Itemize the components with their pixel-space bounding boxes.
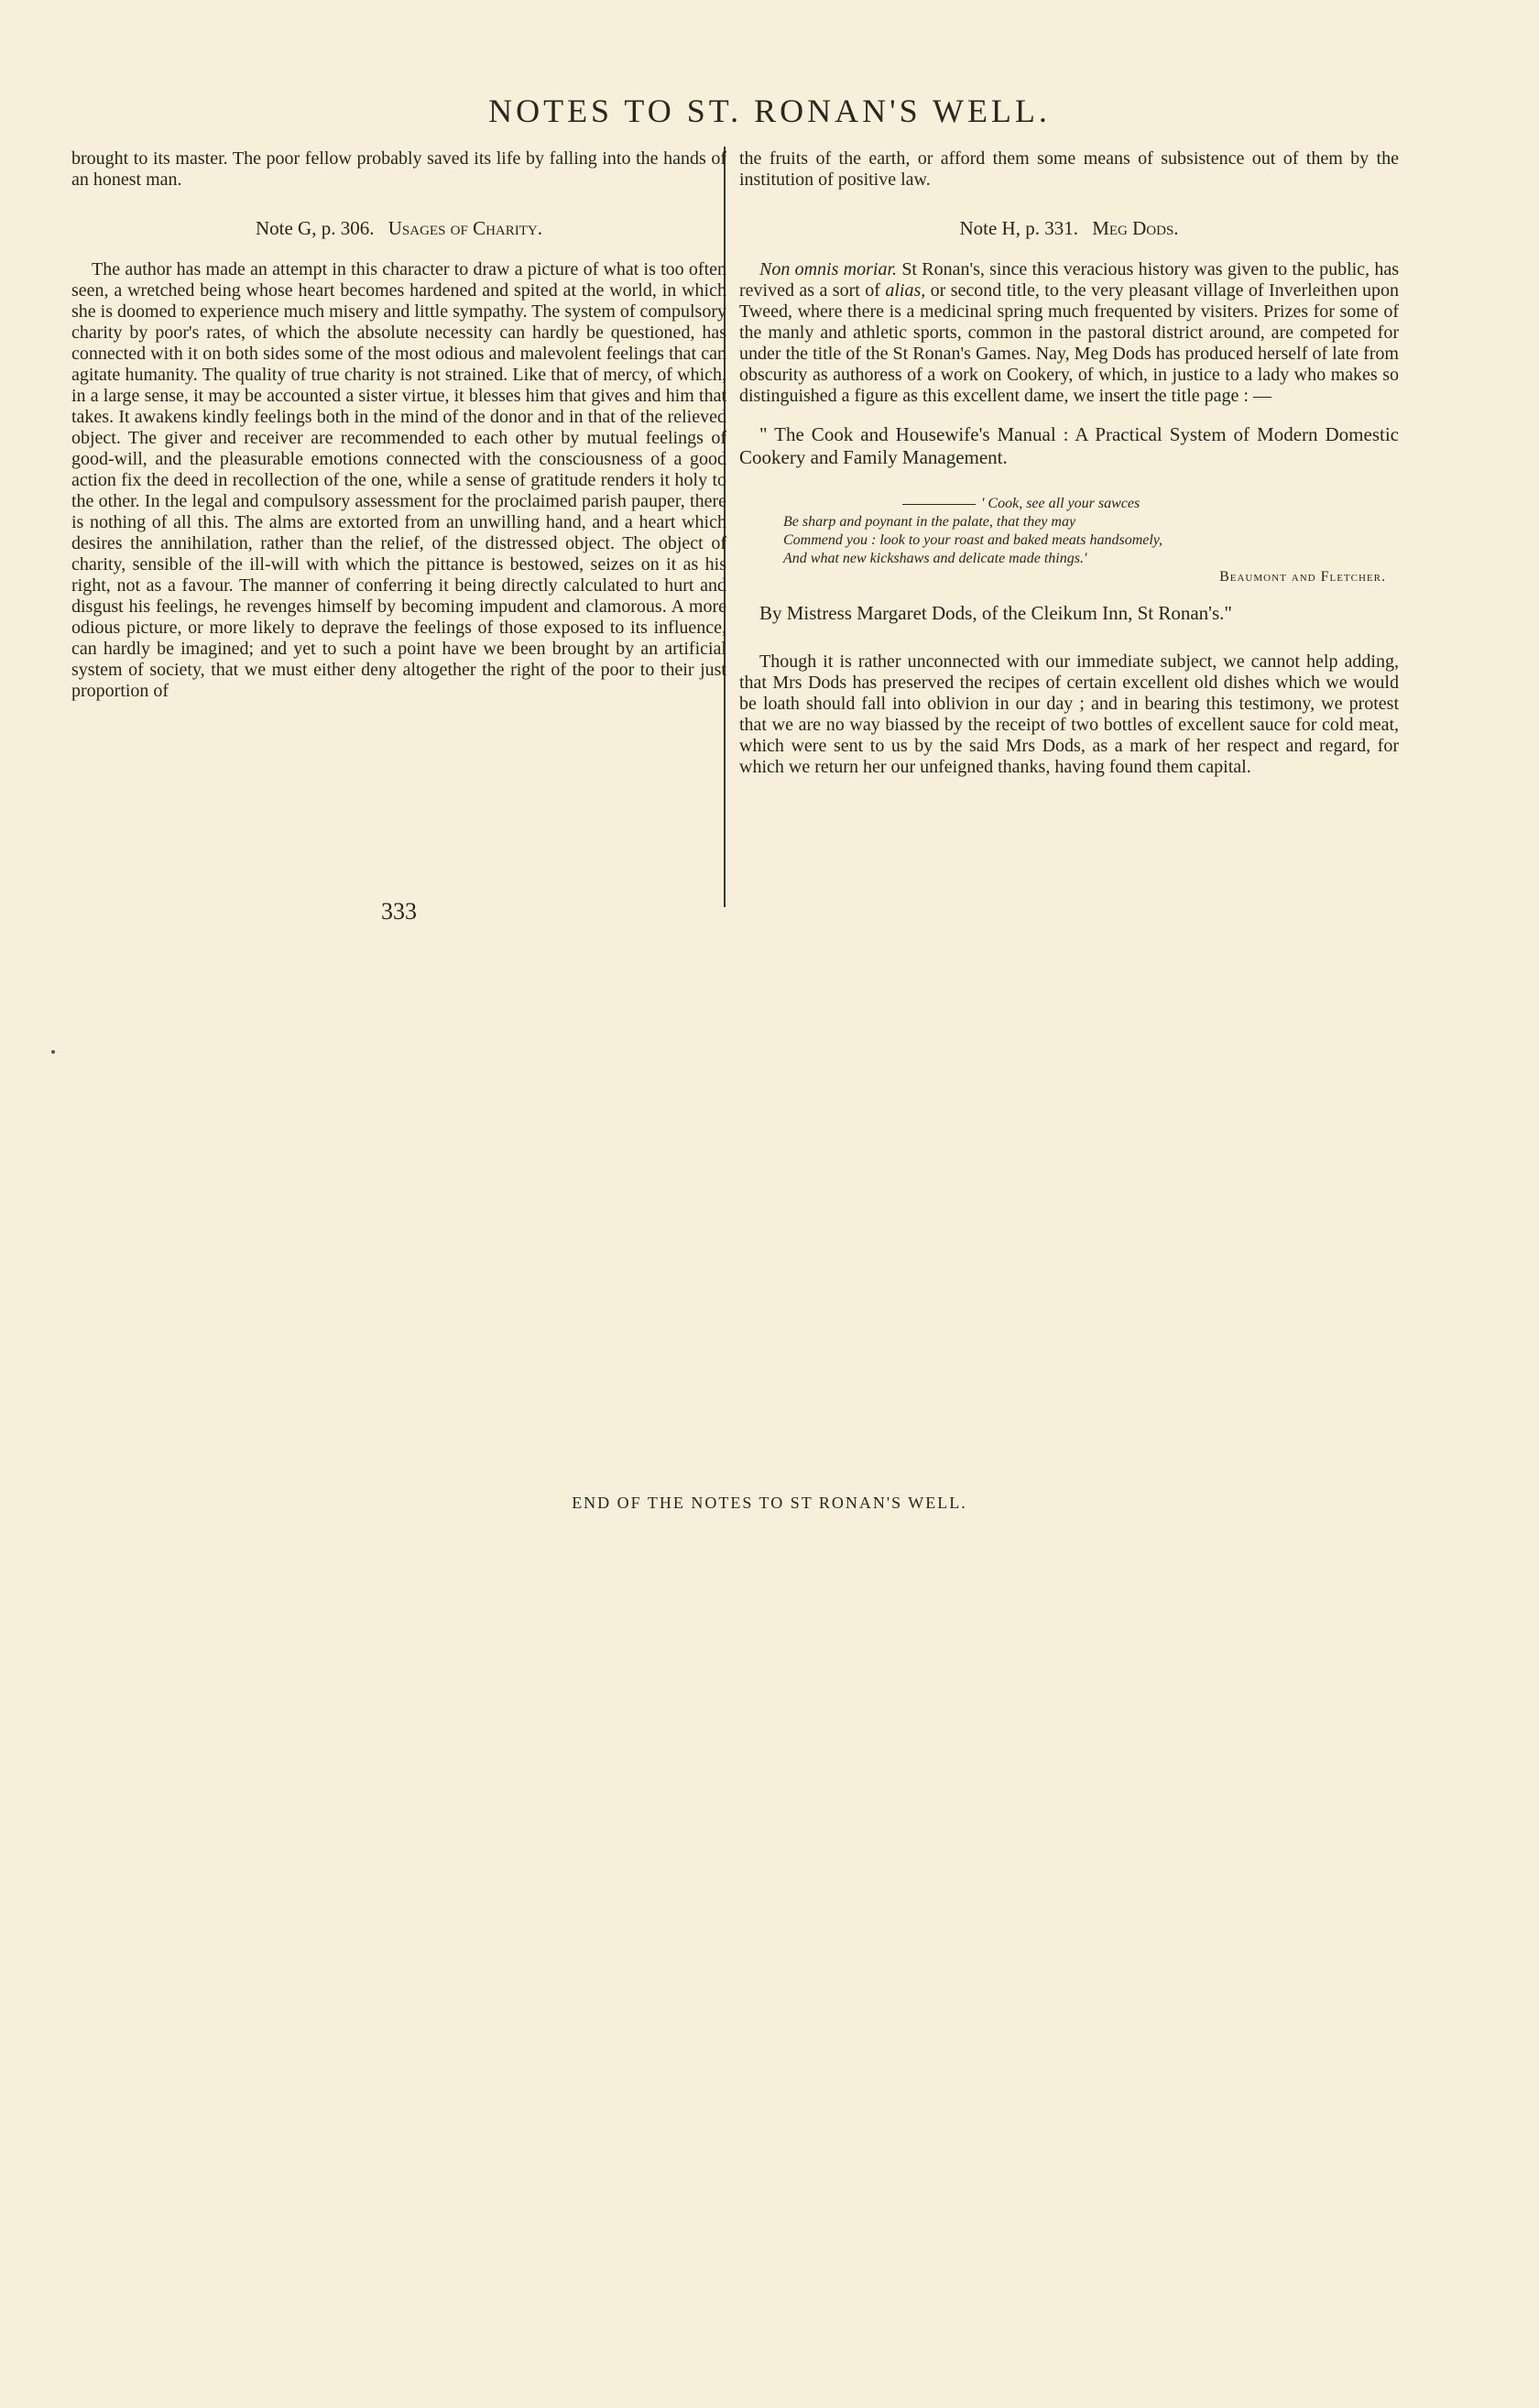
- verse-line: Be sharp and poynant in the palate, that they may: [783, 514, 1076, 530]
- verse-attribution: Beaumont and Fletcher.: [1219, 569, 1386, 585]
- end-of-notes: END OF THE NOTES TO ST RONAN'S WELL.: [572, 1494, 967, 1512]
- note-h-subject: Meg Dods.: [1092, 217, 1179, 239]
- verse-line-text: ' Cook, see all your sawces: [981, 496, 1141, 511]
- note-h-body-part2: or second title, to the very pleasant village of Inverleithen upon Tweed, where there is a medicinal spring much frequented by visiters. Prizes for some of the manly and athletic sports, common in the pastoral district around, are competed for under the title of the St Ronan's Games. Nay, Meg Dods has produced herself of late from obscurity as authoress of a work on Cookery, of which, in justice to a lady who makes so distinguished a figure as this excellent dame, we insert the title page : —: [739, 280, 1400, 406]
- book-byline: By Mistress Margaret Dods, of the Cleikum Inn, St Ronan's.": [759, 602, 1232, 624]
- note-g-body: The author has made an attempt in this character to draw a picture of what is too often seen, a wretched being whose heart becomes hardened and spited at the world, in which she is doomed to experience much misery and little sympathy. The system of compulsory charity by poor's rates, of which the absolute necessity can hardly be questioned, has connected with it on both sides some of the most odious and malevolent feelings that can agitate humanity. The quality of true charity is not strained. Like that of mercy, of which, in a large sense, it may be accounted a sister virtue, it blesses him that gives and him that takes. It awakens kindly feelings both in the mind of the donor and in that of the relieved object. The giver and receiver are recommended to each other by mutual feelings of good-will, and the pleasurable emotions connected with the consciousness of a good action fix the deed in recollection of the one, while a sense of gratitude renders it holy to the other. In the legal and compulsory assessment for the proclaimed parish pauper, there is nothing of all this. The alms are extorted from an unwilling hand, and a heart which desires the annihilation, rather than the relief, of the distressed object. The object of charity, sensible of the ill-will with which the pittance is bestowed, seizes on it as his right, not as a favour. The manner of conferring it being directly calculated to hurt and disgust his feelings, he revenges himself by becoming impudent and clamorous. A more odious picture, or more likely to deprave the feelings of those exposed to its influence, can hardly be imagined; and yet to such a point have we been brought by an artificial system of society, that we must either deny altogether the right of the poor to their just proportion of: [71, 259, 726, 701]
- verse-epigraph: [783, 495, 1399, 568]
- left-continuation-paragraph: brought to its master. The poor fellow probably saved its life by falling into the hands of an honest man.: [71, 148, 726, 190]
- paper-speck: [51, 1050, 55, 1054]
- note-h-body-part1: St Ronan's, since this veracious history was given to the public, has revived as a sort of: [739, 259, 1399, 301]
- book-title-quote: " The Cook and Housewife's Manual : A Practical System of Modern Domestic Cookery and Family Management.: [739, 423, 1399, 468]
- page-title: NOTES TO ST. RONAN'S WELL.: [488, 93, 1051, 129]
- note-g-reference: Note G, p. 306.: [255, 217, 375, 239]
- note-g-subject: Usages of Charity.: [387, 217, 543, 239]
- verse-line: [902, 495, 1399, 513]
- note-h-italic-word: alias,: [885, 280, 926, 301]
- note-h-reference: Note H, p. 331.: [959, 217, 1078, 239]
- verse-dash: [902, 504, 976, 505]
- note-h-heading: [739, 218, 1399, 239]
- right-column: [739, 148, 1399, 778]
- verse-line: Commend you : look to your roast and baked meats handsomely,: [783, 532, 1163, 548]
- verse-line: And what new kickshaws and delicate made things.': [783, 551, 1087, 566]
- right-continuation-paragraph: the fruits of the earth, or afford them some means of subsistence out of them by the institution of positive law.: [739, 148, 1399, 190]
- page-number: 333: [381, 898, 417, 925]
- note-h-intro-italic: Non omnis moriar.: [759, 259, 898, 279]
- left-column: [71, 148, 726, 702]
- note-g-heading: [71, 218, 726, 239]
- note-h-body: [739, 259, 1399, 407]
- note-h-closing-paragraph: Though it is rather unconnected with our immediate subject, we cannot help adding, that Mrs Dods has preserved the recipes of certain excellent old dishes which we would be loath should fall into oblivion in our day ; and in bearing this testimony, we protest that we are no way biassed by the receipt of two bottles of excellent sauce for cold meat, which were sent to us by the said Mrs Dods, as a mark of her respect and regard, for which we return her our unfeigned thanks, having found them capital.: [739, 651, 1399, 777]
